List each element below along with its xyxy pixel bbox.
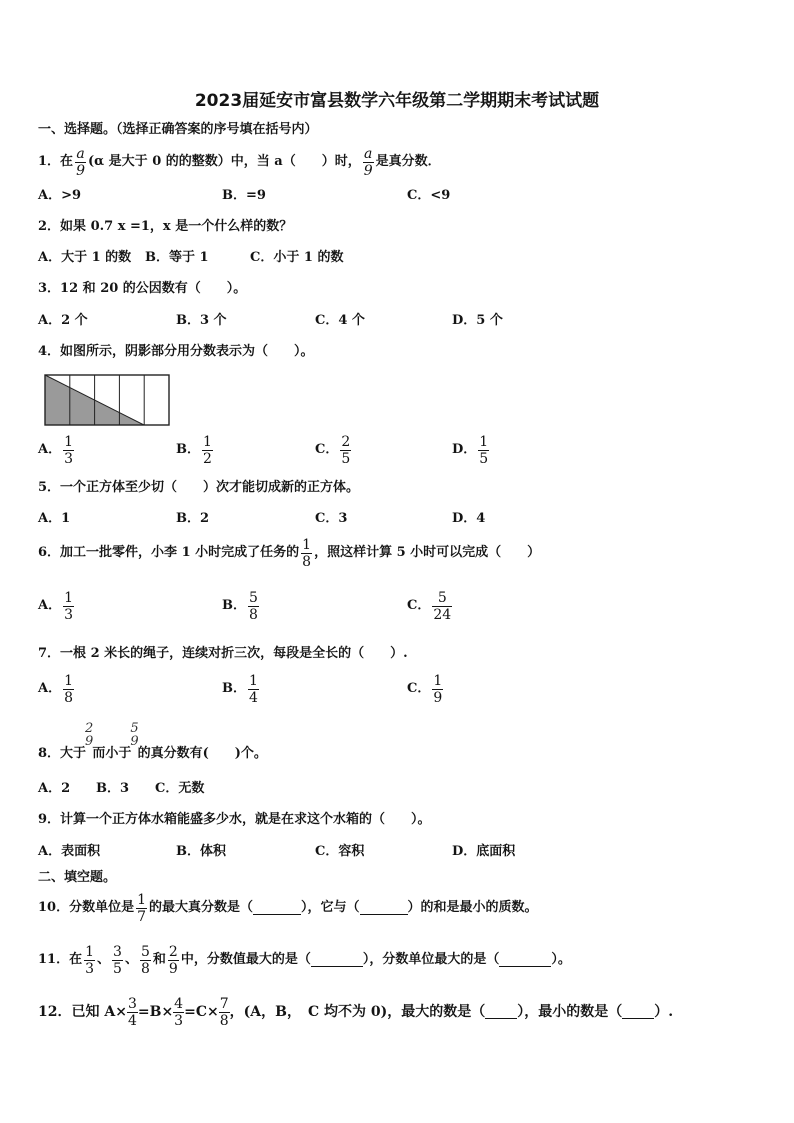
q1-text-b: 在 [60,154,74,169]
q9-option-c: C．容积 [315,844,365,859]
q9-option-a: A．表面积 [38,844,101,859]
question-1 [38,145,441,179]
q6-fraction: $\frac{1}{8}$ [302,536,312,570]
q11-fraction-3: $\frac{5}{8}$ [140,943,150,977]
q4-b-fraction: $\frac{1}{2}$ [203,433,212,467]
question-7: 7．一根 2 米长的绳子，连续对折三次，每段是全长的（ ）. [38,646,408,661]
q3-option-c: C．4 个 [315,313,365,328]
q4-option-a: A． $\frac{1}{3}$ [38,433,74,467]
q11-blank-2[interactable] [499,954,551,967]
question-10: 10．分数单位是 $\frac{1}{7}$ 的最大真分数是（ ），它与（ ）的和是最小的质数。 [38,891,538,925]
question-4: 4．如图所示，阴影部分用分数表示为（ ）。 [38,344,314,359]
q7-option-c: C． $\frac{1}{9}$ [407,672,443,706]
q1-option-b: B．=9 [222,188,266,203]
q8-option-b: B．3 [96,781,130,796]
q7-option-a: A． $\frac{1}{8}$ [38,672,74,706]
q12-fraction-3: $\frac{7}{8}$ [219,995,229,1029]
q1-text-c: (α 是大于 0 的的整数）中，当 a（ ）时， [87,154,361,169]
q7-b-fraction: $\frac{1}{4}$ [249,672,258,706]
q1-option-a: A．>9 [38,188,82,203]
shaded-rectangle-figure [44,374,170,426]
q4-a-fraction: $\frac{1}{3}$ [64,433,74,467]
q12-blank-1[interactable] [485,1006,517,1019]
q4-option-b: B． $\frac{1}{2}$ [176,433,212,467]
q1-text-a: 1． [38,154,61,169]
q8-fraction-1: 2 9 [85,721,94,749]
question-9: 9．计算一个正方体水箱能盛多少水，就是在求这个水箱的（ ）。 [38,812,431,827]
q9-option-b: B．体积 [176,844,226,859]
q5-option-c: C．3 [315,511,348,526]
q12-fraction-2: $\frac{4}{3}$ [174,995,184,1029]
q2-option-a: A．大于 1 的数 [38,250,132,265]
section-heading-fill: 二、填空题。 [38,870,117,885]
q1-fraction: $\frac{a}{9}$ [76,145,85,179]
q8-option-c: C．无数 [155,781,205,796]
q7-c-fraction: $\frac{1}{9}$ [433,672,443,706]
q11-fraction-1: $\frac{1}{3}$ [85,943,95,977]
q6-option-b: B． $\frac{5}{8}$ [222,589,258,623]
q11-fraction-4: $\frac{2}{9}$ [168,943,178,977]
q4-option-c: C． $\frac{2}{5}$ [315,433,351,467]
q5-option-d: D．4 [452,511,486,526]
question-2: 2．如果 0.7 x =1，x 是一个什么样的数？ [38,219,293,234]
q5-option-b: B．2 [176,511,210,526]
question-5: 5．一个正方体至少切（ ）次才能切成新的正方体。 [38,480,360,495]
q8-option-a: A．2 [38,781,71,796]
q11-blank-1[interactable] [311,954,363,967]
q6-a-fraction: $\frac{1}{3}$ [64,589,74,623]
question-12: 12．已知 A× $\frac{3}{4}$ =B× $\frac{4}{3}$ =C× $\frac{7}{8}$ ，(A，B， C 均不为 0)，最大的数是（ ），最小的数是（ ）. [38,995,674,1029]
q6-option-c: C． $\frac{5}{24}$ [407,589,452,623]
q11-fraction-2: $\frac{3}{5}$ [113,943,122,977]
question-8: 8．大于 2 9 而小于 5 9 的真分数有( )个。 [38,721,267,761]
q1-fraction-2: $\frac{a}{9}$ [363,145,373,179]
q5-option-a: A．1 [38,511,71,526]
q3-option-a: A．2 个 [38,313,88,328]
question-11: 11．在 $\frac{1}{3}$ 、 $\frac{3}{5}$ 、 $\frac{5}{8}$ 和 $\frac{2}{9}$ 中，分数值最大的是（ ），分数单位最大的是（ ）。 [38,943,571,977]
q2-option-b: B．等于 1 [145,250,209,265]
q1-option-c: C．<9 [407,188,451,203]
q10-fraction: $\frac{1}{7}$ [137,891,147,925]
page-title: 2023届延安市富县数学六年级第二学期期末考试试题 [194,91,600,111]
q6-option-a: A． $\frac{1}{3}$ [38,589,74,623]
q4-option-d: D． $\frac{1}{5}$ [452,433,489,467]
q10-blank-1[interactable] [253,902,301,915]
q1-text-d: 是真分数． [375,154,441,169]
q12-fraction-1: $\frac{3}{4}$ [127,995,137,1029]
q6-c-fraction: $\frac{5}{24}$ [433,589,452,623]
q6-b-fraction: $\frac{5}{8}$ [249,589,258,623]
q7-a-fraction: $\frac{1}{8}$ [64,672,74,706]
q9-option-d: D．底面积 [452,844,516,859]
q4-d-fraction: $\frac{1}{5}$ [479,433,489,467]
q10-blank-2[interactable] [360,902,408,915]
q4-c-fraction: $\frac{2}{5}$ [341,433,351,467]
q2-option-c: C．小于 1 的数 [250,250,344,265]
q8-fraction-2: 5 9 [130,721,139,749]
q3-option-b: B．3 个 [176,313,227,328]
q12-blank-2[interactable] [622,1006,654,1019]
q7-option-b: B． $\frac{1}{4}$ [222,672,258,706]
q3-option-d: D．5 个 [452,313,503,328]
question-6: 6．加工一批零件，小李 1 小时完成了任务的 $\frac{1}{8}$ ，照这样计算 5 小时可以完成（ ） [38,536,541,570]
question-3: 3．12 和 20 的公因数有（ ）。 [38,281,247,296]
section-heading-choice: 一、选择题。（选择正确答案的序号填在括号内） [38,122,318,137]
